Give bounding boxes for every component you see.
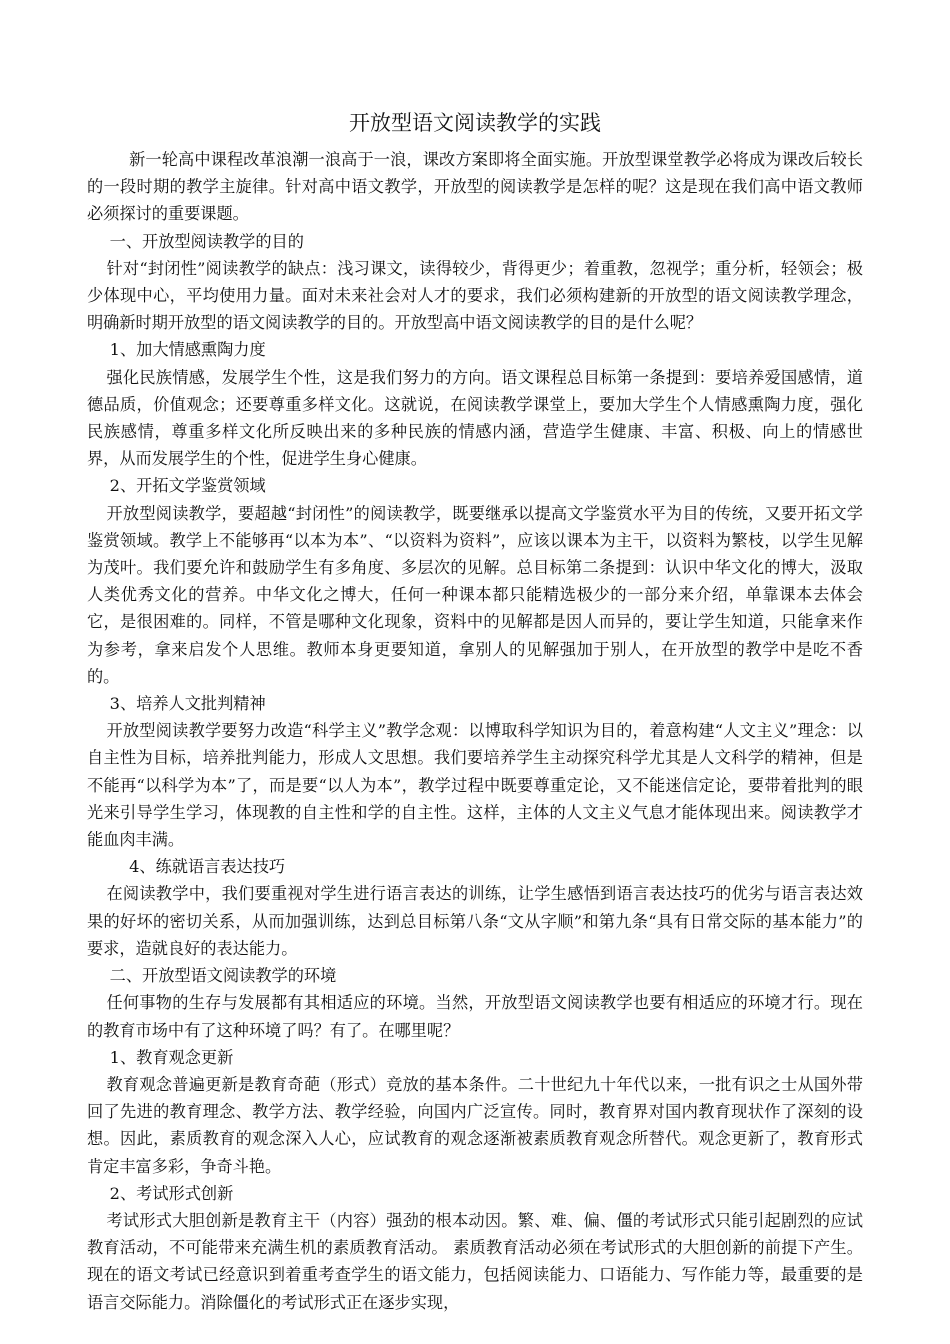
section-heading: 一、开放型阅读教学的目的 bbox=[109, 231, 304, 251]
section-heading: 4、练就语言表达技巧 bbox=[129, 857, 286, 877]
section-heading: 二、开放型语文阅读教学的环境 bbox=[109, 966, 337, 986]
paragraph: 任何事物的生存与发展都有其相适应的环境。当然，开放型语文阅读教学也要有相适应的环境才行。现在的教育市场中有了这种环境了吗？有了。在哪里呢？ bbox=[87, 993, 863, 1040]
paragraph: 开放型阅读教学要努力改造“科学主义”教学念观：以博取科学知识为目的，着意构建“人文主义”理念：以自主性为目标，培养批判能力，形成人文思想。我们要培养学生主动探究科学尤其是人文科学的精神，但是不能再“以科学为本”了，而是要“以人为本”，教学过程中既要尊重定论，又不能迷信定论，要带着批判的眼光来引导学生学习，体现教的自主性和学的自主性。这样，主体的人文主义气息才能体现出来。阅读教学才能血肉丰满。 bbox=[87, 721, 863, 850]
paragraph: 考试形式大胆创新是教育主干（内容）强劲的根本动因。繁、难、偏、僵的考试形式只能引起剧烈的应试教育活动，不可能带来充满生机的素质教育活动。 素质教育活动必须在考试形式的大胆创新的前提下产生。现在的语文考试已经意识到着重考查学生的语文能力，包括阅读能力、口语能力、写作能力等，最重要的是语言交际能力。消除僵化的考试形式正在逐步实现， bbox=[87, 1210, 863, 1312]
document-page bbox=[87, 108, 863, 1316]
document-body bbox=[87, 146, 863, 1316]
section-heading: 1、加大情感熏陶力度 bbox=[109, 340, 266, 360]
section-heading: 2、考试形式创新 bbox=[109, 1183, 234, 1203]
paragraph: 针对“封闭性”阅读教学的缺点：浅习课文，读得较少，背得更少；着重教，忽视学；重分析，轻领会；极少体现中心，平均使用力量。面对未来社会对人才的要求，我们必须构建新的开放型的语文阅读教学理念，明确新时期开放型的语文阅读教学的目的。开放型高中语文阅读教学的目的是什么呢？ bbox=[87, 258, 863, 333]
paragraph: 新一轮高中课程改革浪潮一浪高于一浪，课改方案即将全面实施。开放型课堂教学必将成为课改后较长的一段时期的教学主旋律。针对高中语文教学，开放型的阅读教学是怎样的呢？这是现在我们高中语文教师必须探讨的重要课题。 bbox=[87, 150, 863, 224]
paragraph: 开放型阅读教学，要超越“封闭性”的阅读教学，既要继承以提高文学鉴赏水平为目的传统，又要开拓文学鉴赏领域。教学上不能够再“以本为本”、“以资料为资料”，应该以课本为主干，以资料为繁枝，以学生见解为茂叶。我们要允许和鼓励学生有多角度、多层次的见解。总目标第二条提到：认识中华文化的博大，汲取人类优秀文化的营养。中华文化之博大，任何一种课本都只能精选极少的一部分来介绍，单靠课本去体会它，是很困难的。同样，不管是哪种文化现象，资料中的见解都是因人而异的，要让学生知道，只能拿来作为参考，拿来启发个人思维。教师本身更要知道，拿别人的见解强加于别人，在开放型的教学中是吃不香的。 bbox=[87, 503, 863, 686]
paragraph: 在阅读教学中，我们要重视对学生进行语言表达的训练，让学生感悟到语言表达技巧的优劣与语言表达效果的好坏的密切关系，从而加强训练，达到总目标第八条“文从字顺”和第九条“具有日常交际的基本能力”的要求，造就良好的表达能力。 bbox=[87, 884, 863, 958]
section-heading: 2、开拓文学鉴赏领域 bbox=[109, 476, 266, 496]
document-title: 开放型语文阅读教学的实践 bbox=[349, 111, 601, 135]
paragraph: 强化民族情感，发展学生个性，这是我们努力的方向。语文课程总目标第一条提到：要培养爱国感情，道德品质，价值观念；还要尊重多样文化。这就说，在阅读教学课堂上，要加大学生个人情感熏陶力度，强化民族感情，尊重多样文化所反映出来的多种民族的情感内涵，营造学生健康、丰富、积极、向上的情感世界，从而发展学生的个性，促进学生身心健康。 bbox=[87, 367, 863, 469]
section-heading: 1、教育观念更新 bbox=[109, 1047, 234, 1067]
section-heading: 3、培养人文批判精神 bbox=[109, 694, 266, 714]
paragraph: 教育观念普遍更新是教育奇葩（形式）竞放的基本条件。二十世纪九十年代以来，一批有识之士从国外带回了先进的教育理念、教学方法、教学经验，向国内广泛宣传。同时，教育界对国内教育现状作了深刻的设想。因此，素质教育的观念深入人心，应试教育的观念逐渐被素质教育观念所替代。观念更新了，教育形式肯定丰富多彩，争奇斗艳。 bbox=[87, 1074, 863, 1176]
